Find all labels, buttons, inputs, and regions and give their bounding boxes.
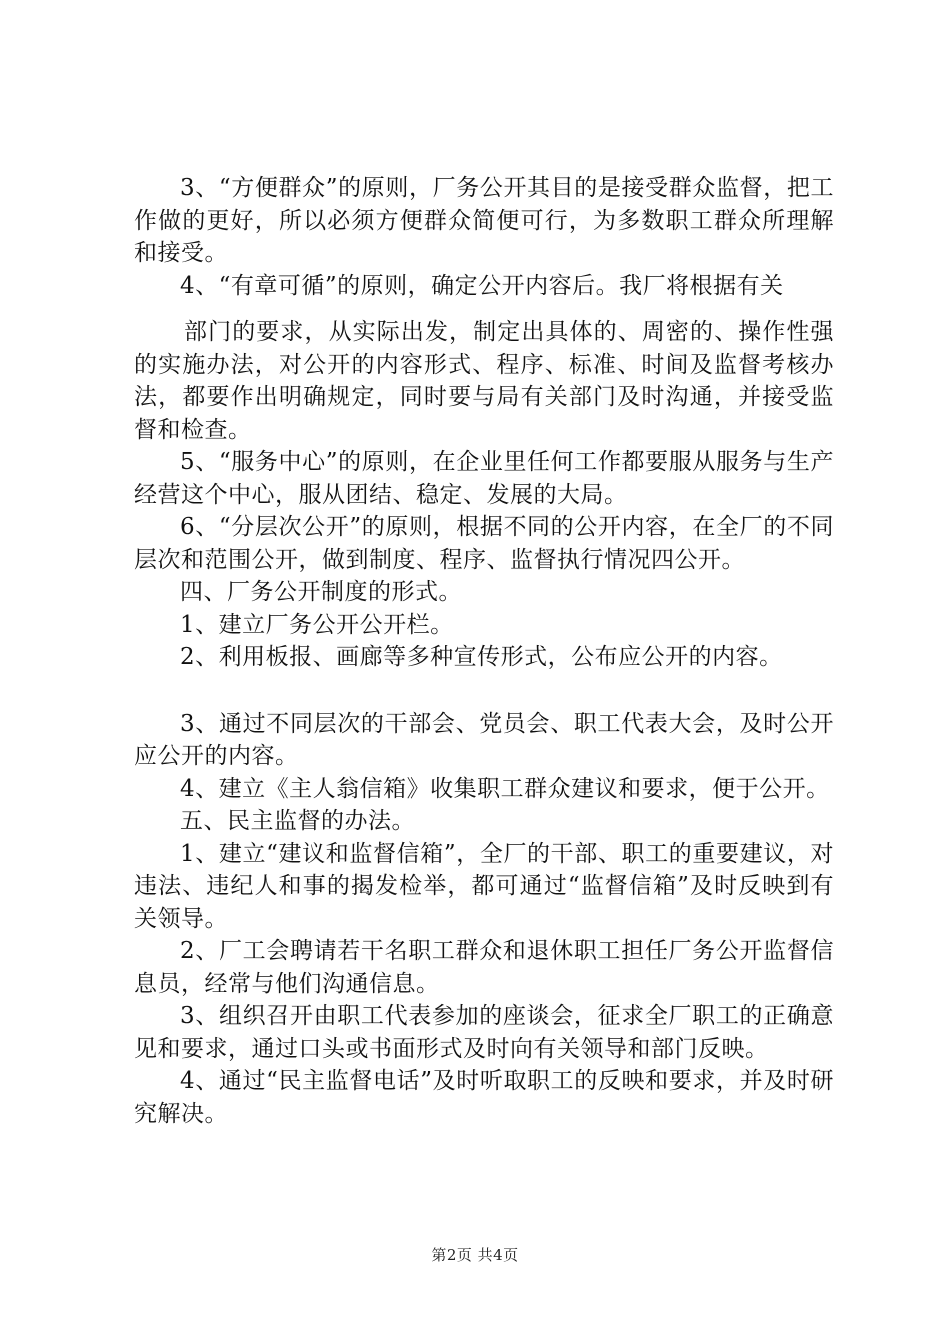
paragraph-principle-4: 4、“有章可循”的原则，确定公开内容后。我厂将根据有关 xyxy=(180,272,784,299)
section-heading-4: 四、厂务公开制度的形式。 xyxy=(180,579,462,605)
paragraph-form-1: 1、建立厂务公开公开栏。 xyxy=(180,611,454,638)
page-number-footer: 第2页 共4页 xyxy=(431,1246,519,1264)
paragraph-principle-5: 5、“服务中心”的原则，在企业里任何工作都要服从服务与生产经营这个中心，服从团结、稳定、发展的大局。 xyxy=(134,449,834,508)
paragraph-method-4: 4、通过“民主监督电话”及时听取职工的反映和要求，并及时研究解决。 xyxy=(134,1068,834,1127)
section-heading-5: 五、民主监督的办法。 xyxy=(180,808,415,834)
paragraph-principle-3: 3、“方便群众”的原则，厂务公开其目的是接受群众监督，把工作做的更好，所以必须方便群众简便可行，为多数职工群众所理解和接受。 xyxy=(134,175,834,266)
paragraph-principle-6: 6、“分层次公开”的原则，根据不同的公开内容，在全厂的不同层次和范围公开，做到制度、程序、监督执行情况四公开。 xyxy=(134,514,834,573)
paragraph-form-2: 2、利用板报、画廊等多种宣传形式，公布应公开的内容。 xyxy=(180,644,783,670)
paragraph-method-1: 1、建立“建议和监督信箱”，全厂的干部、职工的重要建议，对违法、违纪人和事的揭发检举，都可通过“监督信箱”及时反映到有关领导。 xyxy=(134,840,834,932)
paragraph-principle-4-continued: 部门的要求，从实际出发，制定出具体的、周密的、操作性强的实施办法，对公开的内容形式、程序、标准、时间及监督考核办法，都要作出明确规定，同时要与局有关部门及时沟通，并接受监督和检查。 xyxy=(134,319,834,443)
document-body xyxy=(134,172,834,1130)
paragraph-form-3: 3、通过不同层次的干部会、党员会、职工代表大会，及时公开应公开的内容。 xyxy=(134,710,834,769)
paragraph-method-3: 3、组织召开由职工代表参加的座谈会，征求全厂职工的正确意见和要求，通过口头或书面形式及时向有关领导和部门反映。 xyxy=(134,1003,834,1062)
paragraph-form-4: 4、建立《主人翁信箱》收集职工群众建议和要求，便于公开。 xyxy=(180,775,830,802)
paragraph-method-2: 2、厂工会聘请若干名职工群众和退休职工担任厂务公开监督信息员，经常与他们沟通信息。 xyxy=(134,938,834,997)
